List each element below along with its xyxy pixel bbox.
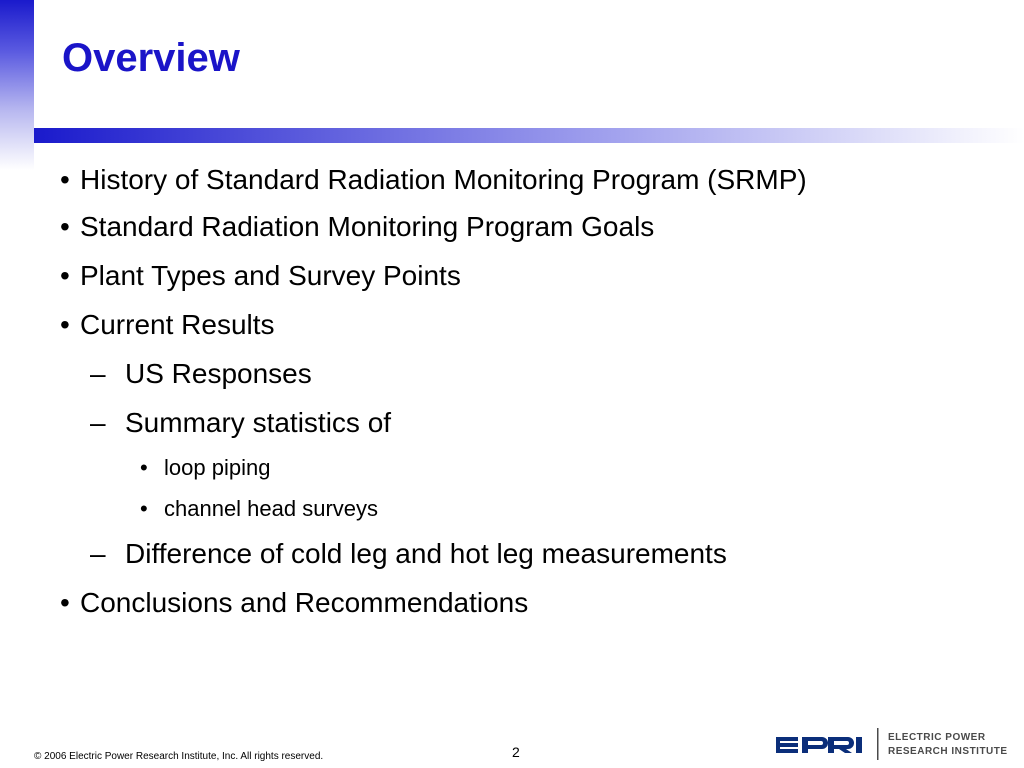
sub-sub-bullet-text: channel head surveys (164, 496, 379, 521)
bullet-marker: • (60, 211, 70, 242)
sub-sub-bullet-item (140, 496, 378, 522)
sub-bullet-item (90, 407, 391, 439)
left-accent-bar (0, 0, 34, 170)
bullet-item (60, 211, 654, 243)
epri-logo-mark (776, 737, 862, 753)
sub-sub-bullet-item (140, 455, 270, 481)
dash-marker: – (90, 358, 106, 389)
bullet-text: History of Standard Radiation Monitoring Program (SRMP) (80, 164, 807, 195)
sub-bullet-text: Difference of cold leg and hot leg measurements (125, 538, 727, 569)
bullet-marker: • (140, 455, 148, 480)
logo-divider (877, 728, 879, 760)
bullet-text: Conclusions and Recommendations (80, 587, 529, 618)
bullet-item (60, 260, 461, 292)
bullet-text: Current Results (80, 309, 275, 340)
bullet-marker: • (60, 164, 70, 195)
dash-marker: – (90, 538, 106, 569)
bullet-text: Standard Radiation Monitoring Program Goals (80, 211, 655, 242)
sub-bullet-text: US Responses (125, 358, 312, 389)
page-number: 2 (512, 744, 520, 760)
dash-marker: – (90, 407, 106, 438)
bullet-marker: • (140, 496, 148, 521)
logo-line-2: RESEARCH INSTITUTE (888, 746, 1008, 757)
bullet-marker: • (60, 260, 70, 291)
sub-sub-bullet-text: loop piping (164, 455, 271, 480)
slide-title: Overview (62, 36, 240, 80)
sub-bullet-item (90, 358, 312, 390)
bullet-item (60, 587, 528, 619)
sub-bullet-text: Summary statistics of (125, 407, 392, 438)
logo-wordmark (888, 731, 1008, 759)
title-divider (34, 128, 1024, 143)
bullet-item (60, 309, 275, 341)
bullet-text: Plant Types and Survey Points (80, 260, 461, 291)
bullet-marker: • (60, 587, 70, 618)
copyright-notice: © 2006 Electric Power Research Institute, Inc. All rights reserved. (34, 751, 324, 762)
bullet-marker: • (60, 309, 70, 340)
sub-bullet-item (90, 538, 727, 570)
logo-line-1: ELECTRIC POWER (888, 732, 986, 743)
bullet-item (60, 164, 807, 196)
